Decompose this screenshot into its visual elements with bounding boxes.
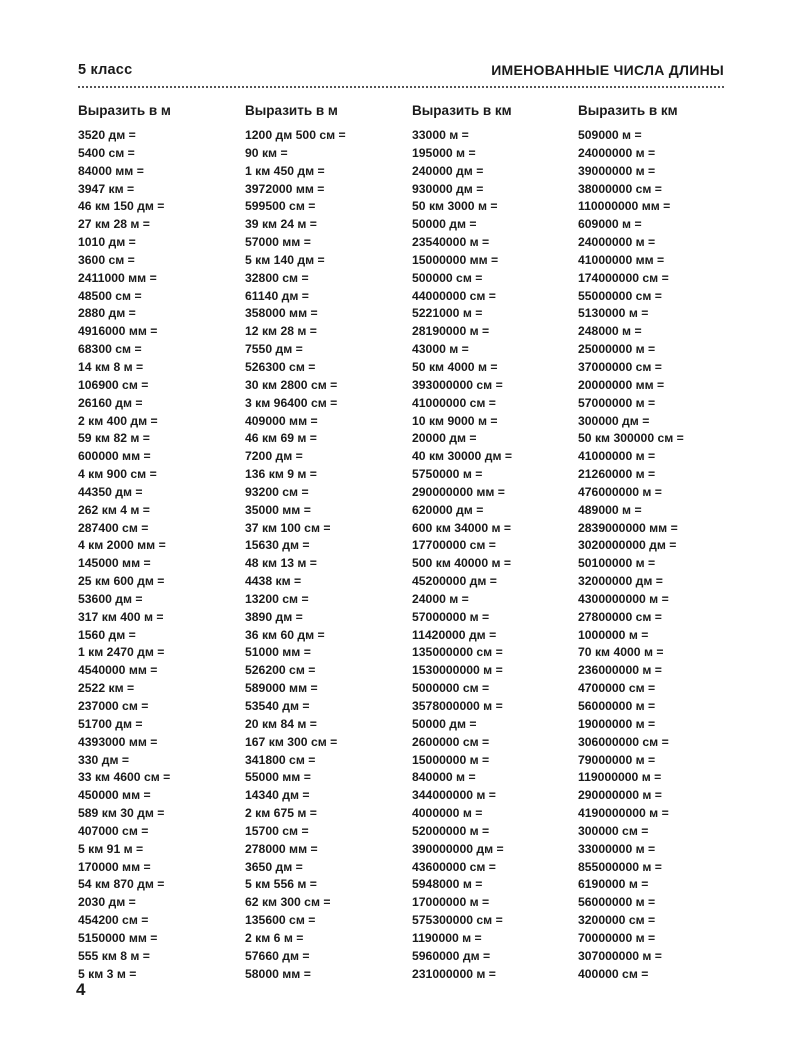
exercise-item: 33000000 м = bbox=[578, 841, 656, 856]
exercise-item: 2839000000 мм = bbox=[578, 520, 678, 535]
exercise-item: 56000000 м = bbox=[578, 699, 656, 713]
exercise-item: 24000000 м = bbox=[578, 235, 656, 250]
exercise-item: 50000 дм = bbox=[412, 217, 477, 232]
exercise-item: 30 км 2800 см = bbox=[245, 377, 338, 392]
exercise-item: 33000 м = bbox=[412, 128, 469, 142]
exercise-item: 48 км 13 м = bbox=[245, 556, 317, 571]
exercise-item: 44350 дм = bbox=[78, 484, 143, 499]
exercise-item: 119000000 м = bbox=[578, 770, 662, 785]
exercise-item: 4700000 см = bbox=[578, 681, 656, 696]
exercise-item: 290000000 мм = bbox=[412, 484, 505, 499]
exercise-item: 1190000 м = bbox=[412, 930, 482, 945]
exercise-item: 248000 м = bbox=[578, 324, 642, 339]
exercise-item: 3 км 96400 см = bbox=[245, 395, 338, 410]
exercise-item: 23540000 м = bbox=[412, 235, 490, 250]
exercise-item: 5948000 м = bbox=[412, 877, 483, 892]
exercise-item: 57000000 м = bbox=[578, 395, 656, 410]
exercise-item: 407000 см = bbox=[78, 823, 149, 838]
exercise-item: 4540000 мм = bbox=[78, 663, 158, 678]
exercise-item: 57660 дм = bbox=[245, 948, 310, 963]
exercise-item: 70000000 м = bbox=[578, 930, 656, 945]
exercise-item: 5 км 556 м = bbox=[245, 877, 317, 892]
exercise-item: 358000 мм = bbox=[245, 306, 318, 321]
exercise-item: 15000000 м = bbox=[412, 752, 490, 767]
exercise-item: 45200000 дм = bbox=[412, 574, 497, 589]
exercise-item: 62 км 300 см = bbox=[245, 895, 331, 910]
exercise-item: 4393000 мм = bbox=[78, 734, 158, 749]
exercise-item: 20000 дм = bbox=[412, 431, 477, 446]
exercise-item: 300000 см = bbox=[578, 823, 649, 838]
exercise-item: 41000000 м = bbox=[578, 449, 656, 464]
exercise-item: 57000 мм = bbox=[245, 235, 311, 250]
column-title: Выразить в м bbox=[245, 103, 338, 118]
exercise-list bbox=[78, 127, 243, 984]
exercise-item: 41000000 мм = bbox=[578, 252, 665, 267]
topic-title: ИМЕНОВАННЫЕ ЧИСЛА ДЛИНЫ bbox=[491, 62, 724, 78]
exercise-item: 32800 см = bbox=[245, 270, 309, 285]
exercise-item: 32000000 дм = bbox=[578, 574, 663, 589]
exercise-item: 25 км 600 дм = bbox=[78, 574, 165, 589]
exercise-item: 14340 дм = bbox=[245, 788, 310, 803]
exercise-item: 136 км 9 м = bbox=[245, 467, 317, 482]
exercise-item: 52000000 м = bbox=[412, 823, 490, 838]
exercise-item: 344000000 м = bbox=[412, 788, 496, 803]
exercise-item: 240000 дм = bbox=[412, 163, 484, 178]
exercise-item: 450000 мм = bbox=[78, 788, 151, 803]
exercise-column bbox=[578, 104, 743, 984]
exercise-item: 4438 км = bbox=[245, 574, 302, 589]
exercise-columns bbox=[78, 104, 728, 984]
column-title: Выразить в км bbox=[578, 103, 678, 118]
exercise-item: 20000000 мм = bbox=[578, 377, 665, 392]
exercise-item: 43600000 см = bbox=[412, 859, 496, 874]
exercise-item: 5750000 м = bbox=[412, 467, 483, 482]
exercise-item: 3972000 мм = bbox=[245, 181, 325, 196]
exercise-item: 15000000 мм = bbox=[412, 252, 499, 267]
exercise-item: 24000 м = bbox=[412, 591, 469, 606]
exercise-item: 290000000 м = bbox=[578, 788, 662, 803]
exercise-item: 237000 см = bbox=[78, 699, 149, 713]
exercise-list bbox=[245, 127, 410, 984]
exercise-item: 500 км 40000 м = bbox=[412, 556, 512, 571]
exercise-item: 390000000 дм = bbox=[412, 841, 504, 856]
exercise-item: 37000000 см = bbox=[578, 359, 662, 374]
grade-label: 5 класс bbox=[78, 62, 133, 78]
exercise-list bbox=[412, 127, 577, 984]
exercise-item: 13200 см = bbox=[245, 591, 309, 606]
exercise-item: 840000 м = bbox=[412, 770, 476, 785]
exercise-item: 79000000 м = bbox=[578, 752, 656, 767]
exercise-item: 600000 мм = bbox=[78, 449, 151, 464]
exercise-item: 46 км 69 м = bbox=[245, 431, 317, 446]
exercise-item: 25000000 м = bbox=[578, 342, 656, 357]
exercise-item: 28190000 м = bbox=[412, 324, 490, 339]
exercise-column bbox=[412, 104, 577, 984]
exercise-item: 2030 дм = bbox=[78, 895, 136, 910]
exercise-item: 135600 см = bbox=[245, 913, 316, 928]
exercise-item: 84000 мм = bbox=[78, 163, 144, 178]
exercise-item: 620000 дм = bbox=[412, 502, 484, 517]
exercise-item: 509000 м = bbox=[578, 128, 642, 142]
exercise-item: 5150000 мм = bbox=[78, 930, 158, 945]
exercise-item: 50 км 300000 см = bbox=[578, 431, 684, 446]
exercise-item: 3020000000 дм = bbox=[578, 538, 677, 553]
exercise-column bbox=[78, 104, 243, 984]
exercise-item: 3890 дм = bbox=[245, 609, 303, 624]
exercise-item: 51000 мм = bbox=[245, 645, 311, 660]
exercise-item: 53600 дм = bbox=[78, 591, 143, 606]
exercise-item: 53540 дм = bbox=[245, 699, 310, 713]
exercise-item: 3578000000 м = bbox=[412, 699, 503, 713]
exercise-item: 24000000 м = bbox=[578, 145, 656, 160]
exercise-item: 555 км 8 м = bbox=[78, 948, 150, 963]
exercise-item: 400000 см = bbox=[578, 966, 649, 981]
exercise-item: 330 дм = bbox=[78, 752, 129, 767]
exercise-item: 55000 мм = bbox=[245, 770, 311, 785]
exercise-item: 15700 см = bbox=[245, 823, 309, 838]
exercise-item: 19000000 м = bbox=[578, 716, 656, 731]
exercise-item: 5130000 м = bbox=[578, 306, 649, 321]
exercise-item: 50 км 4000 м = bbox=[412, 359, 498, 374]
exercise-item: 36 км 60 дм = bbox=[245, 627, 325, 642]
exercise-item: 4 км 2000 мм = bbox=[78, 538, 166, 553]
exercise-item: 306000000 см = bbox=[578, 734, 669, 749]
exercise-item: 5 км 91 м = bbox=[78, 841, 144, 856]
exercise-item: 46 км 150 дм = bbox=[78, 199, 165, 214]
exercise-item: 17000000 м = bbox=[412, 895, 490, 910]
exercise-item: 17700000 см = bbox=[412, 538, 496, 553]
exercise-item: 48500 см = bbox=[78, 288, 142, 303]
dotted-divider bbox=[78, 86, 724, 88]
exercise-item: 930000 дм = bbox=[412, 181, 484, 196]
exercise-item: 3200000 см = bbox=[578, 913, 656, 928]
exercise-item: 307000000 м = bbox=[578, 948, 662, 963]
exercise-item: 4300000000 м = bbox=[578, 591, 669, 606]
exercise-item: 12 км 28 м = bbox=[245, 324, 317, 339]
exercise-item: 110000000 мм = bbox=[578, 199, 671, 214]
exercise-item: 33 км 4600 см = bbox=[78, 770, 171, 785]
exercise-item: 236000000 м = bbox=[578, 663, 662, 678]
exercise-item: 70 км 4000 м = bbox=[578, 645, 664, 660]
exercise-item: 526200 см = bbox=[245, 663, 316, 678]
exercise-item: 4 км 900 см = bbox=[78, 467, 157, 482]
exercise-item: 589000 мм = bbox=[245, 681, 318, 696]
exercise-item: 1200 дм 500 см = bbox=[245, 128, 346, 142]
exercise-item: 43000 м = bbox=[412, 342, 469, 357]
exercise-item: 2522 км = bbox=[78, 681, 135, 696]
exercise-item: 11420000 дм = bbox=[412, 627, 497, 642]
exercise-item: 262 км 4 м = bbox=[78, 502, 150, 517]
exercise-item: 409000 мм = bbox=[245, 413, 318, 428]
exercise-item: 5 км 140 дм = bbox=[245, 252, 325, 267]
exercise-item: 589 км 30 дм = bbox=[78, 806, 165, 821]
exercise-item: 3650 дм = bbox=[245, 859, 303, 874]
exercise-item: 278000 мм = bbox=[245, 841, 318, 856]
exercise-item: 600 км 34000 м = bbox=[412, 520, 512, 535]
exercise-item: 2880 дм = bbox=[78, 306, 136, 321]
exercise-item: 300000 дм = bbox=[578, 413, 650, 428]
exercise-item: 50100000 м = bbox=[578, 556, 656, 571]
exercise-item: 1 км 2470 дм = bbox=[78, 645, 165, 660]
exercise-item: 61140 дм = bbox=[245, 288, 309, 303]
exercise-item: 1530000000 м = bbox=[412, 663, 503, 678]
exercise-item: 317 км 400 м = bbox=[78, 609, 164, 624]
exercise-item: 287400 см = bbox=[78, 520, 149, 535]
exercise-item: 20 км 84 м = bbox=[245, 716, 317, 731]
exercise-item: 341800 см = bbox=[245, 752, 316, 767]
exercise-item: 21260000 м = bbox=[578, 467, 656, 482]
exercise-item: 2600000 см = bbox=[412, 734, 490, 749]
exercise-item: 10 км 9000 м = bbox=[412, 413, 498, 428]
exercise-item: 39000000 м = bbox=[578, 163, 656, 178]
exercise-item: 15630 дм = bbox=[245, 538, 310, 553]
exercise-item: 27 км 28 м = bbox=[78, 217, 150, 232]
exercise-item: 40 км 30000 дм = bbox=[412, 449, 512, 464]
exercise-list bbox=[578, 127, 743, 984]
exercise-item: 174000000 см = bbox=[578, 270, 669, 285]
exercise-item: 4190000000 м = bbox=[578, 806, 669, 821]
exercise-item: 599500 см = bbox=[245, 199, 316, 214]
exercise-item: 90 км = bbox=[245, 145, 288, 160]
exercise-item: 3600 см = bbox=[78, 252, 135, 267]
exercise-item: 93200 см = bbox=[245, 484, 309, 499]
exercise-item: 5221000 м = bbox=[412, 306, 483, 321]
exercise-item: 50 км 3000 м = bbox=[412, 199, 498, 214]
exercise-item: 1560 дм = bbox=[78, 627, 136, 642]
exercise-item: 3947 км = bbox=[78, 181, 135, 196]
exercise-item: 2 км 675 м = bbox=[245, 806, 317, 821]
exercise-item: 489000 м = bbox=[578, 502, 642, 517]
exercise-item: 2 км 400 дм = bbox=[78, 413, 158, 428]
exercise-item: 35000 мм = bbox=[245, 502, 311, 517]
exercise-item: 500000 см = bbox=[412, 270, 483, 285]
exercise-item: 3520 дм = bbox=[78, 128, 136, 142]
exercise-item: 106900 см = bbox=[78, 377, 149, 392]
exercise-item: 5000000 см = bbox=[412, 681, 490, 696]
exercise-item: 51700 дм = bbox=[78, 716, 143, 731]
exercise-item: 393000000 см = bbox=[412, 377, 503, 392]
exercise-item: 14 км 8 м = bbox=[78, 359, 144, 374]
exercise-item: 2 км 6 м = bbox=[245, 930, 304, 945]
exercise-item: 44000000 см = bbox=[412, 288, 496, 303]
exercise-item: 56000000 м = bbox=[578, 895, 656, 910]
exercise-item: 1000000 м = bbox=[578, 627, 649, 642]
exercise-item: 4000000 м = bbox=[412, 806, 483, 821]
exercise-item: 5960000 дм = bbox=[412, 948, 491, 963]
exercise-item: 454200 см = bbox=[78, 913, 149, 928]
exercise-item: 37 км 100 см = bbox=[245, 520, 331, 535]
exercise-item: 575300000 см = bbox=[412, 913, 503, 928]
page-number: 4 bbox=[76, 980, 86, 999]
exercise-item: 58000 мм = bbox=[245, 966, 311, 981]
exercise-item: 38000000 см = bbox=[578, 181, 662, 196]
exercise-item: 7550 дм = bbox=[245, 342, 303, 357]
exercise-item: 59 км 82 м = bbox=[78, 431, 150, 446]
exercise-item: 855000000 м = bbox=[578, 859, 662, 874]
exercise-item: 5 км 3 м = bbox=[78, 966, 137, 981]
exercise-item: 1010 дм = bbox=[78, 235, 136, 250]
exercise-item: 135000000 см = bbox=[412, 645, 503, 660]
exercise-item: 57000000 м = bbox=[412, 609, 490, 624]
exercise-item: 476000000 м = bbox=[578, 484, 662, 499]
exercise-item: 170000 мм = bbox=[78, 859, 151, 874]
exercise-column bbox=[245, 104, 410, 984]
exercise-item: 41000000 см = bbox=[412, 395, 496, 410]
exercise-item: 27800000 см = bbox=[578, 609, 662, 624]
column-title: Выразить в м bbox=[78, 103, 171, 118]
column-title: Выразить в км bbox=[412, 103, 512, 118]
exercise-item: 4916000 мм = bbox=[78, 324, 158, 339]
exercise-item: 145000 мм = bbox=[78, 556, 151, 571]
exercise-item: 68300 см = bbox=[78, 342, 142, 357]
exercise-item: 6190000 м = bbox=[578, 877, 649, 892]
exercise-item: 26160 дм = bbox=[78, 395, 143, 410]
exercise-item: 609000 м = bbox=[578, 217, 642, 232]
exercise-item: 1 км 450 дм = bbox=[245, 163, 325, 178]
exercise-item: 195000 м = bbox=[412, 145, 476, 160]
exercise-item: 7200 дм = bbox=[245, 449, 303, 464]
exercise-item: 167 км 300 см = bbox=[245, 734, 338, 749]
exercise-item: 526300 см = bbox=[245, 359, 316, 374]
exercise-item: 50000 дм = bbox=[412, 716, 477, 731]
exercise-item: 231000000 м = bbox=[412, 966, 496, 981]
exercise-item: 55000000 см = bbox=[578, 288, 662, 303]
exercise-item: 5400 см = bbox=[78, 145, 135, 160]
exercise-item: 2411000 мм = bbox=[78, 270, 157, 285]
exercise-item: 54 км 870 дм = bbox=[78, 877, 165, 892]
exercise-item: 39 км 24 м = bbox=[245, 217, 317, 232]
